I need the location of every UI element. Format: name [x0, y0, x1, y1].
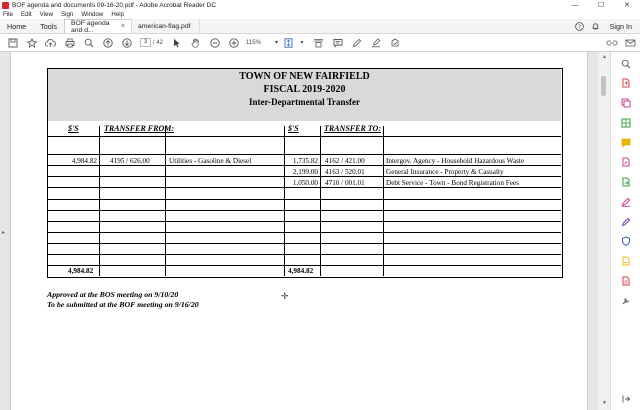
tab-bar	[0, 19, 640, 34]
header-transfer-to: TRANSFER TO:	[324, 124, 381, 133]
scroll-down-icon[interactable]: ▼	[602, 400, 607, 406]
grid-line	[48, 243, 561, 244]
to-description: Debt Service - Town - Bond Registration Fees	[386, 179, 519, 187]
zoom-in-icon[interactable]	[224, 36, 243, 50]
approval-note: Approved at the BOS meeting on 9/10/20	[47, 290, 179, 299]
fill-sign-icon[interactable]	[385, 36, 404, 50]
page-total: / 42	[153, 39, 164, 46]
grid-line	[48, 221, 561, 222]
tab-tools[interactable]: Tools	[40, 21, 57, 31]
scrollbar-thumb[interactable]	[601, 76, 606, 96]
stamp-icon[interactable]	[621, 256, 631, 266]
vertical-scrollbar[interactable]	[598, 52, 610, 410]
form-title-transfer: Inter-Departmental Transfer	[248, 97, 361, 107]
search-icon[interactable]	[79, 36, 98, 50]
tab-home[interactable]: Home	[7, 21, 27, 31]
grid-line	[284, 126, 285, 276]
menu-edit[interactable]: Edit	[20, 11, 32, 18]
total-from: 4,984.82	[68, 267, 94, 275]
grid-line	[48, 176, 561, 177]
header-amount-from: $'S	[68, 124, 79, 133]
protect-shield-icon[interactable]	[621, 236, 631, 246]
document-tab-label: BOF agenda and d...	[70, 19, 110, 34]
zoom-level-select[interactable]	[246, 39, 278, 46]
menu-bar	[0, 10, 640, 19]
to-description: Intergov. Agency - Household Hazardous Waste	[386, 157, 525, 165]
sign-in-link[interactable]: Sign In	[609, 21, 632, 31]
title-bar	[0, 0, 640, 10]
menu-view[interactable]: View	[39, 11, 53, 18]
form-title-fiscal: FISCAL 2019-2020	[263, 84, 346, 95]
scroll-up-icon[interactable]: ▲	[602, 54, 607, 60]
crosshair-cursor-icon: ✛	[281, 291, 289, 301]
header-amount-to: $'S	[288, 124, 299, 133]
grid-line	[48, 136, 561, 137]
document-tab-label: american-flag.pdf	[137, 22, 191, 30]
svg-text:?: ?	[578, 24, 582, 31]
save-icon[interactable]	[3, 36, 22, 50]
current-page-input[interactable]: 3	[140, 38, 151, 47]
hand-icon[interactable]	[186, 36, 205, 50]
to-amount: 1,735.82	[292, 157, 318, 165]
menu-file[interactable]: File	[3, 11, 13, 18]
help-icon[interactable]	[572, 19, 588, 33]
to-amount: 2,199.00	[292, 168, 318, 176]
collapse-panel-icon[interactable]	[621, 394, 631, 404]
comment-icon[interactable]	[328, 36, 347, 50]
minimize-button[interactable]: —	[571, 1, 579, 9]
document-tab-american-flag[interactable]	[132, 19, 200, 33]
star-icon[interactable]	[22, 36, 41, 50]
grid-line	[48, 165, 561, 166]
grid-line	[48, 187, 561, 188]
menu-window[interactable]: Window	[81, 11, 104, 18]
organize-pages-icon[interactable]	[621, 118, 631, 128]
from-account: 4195 / 626.00	[110, 157, 150, 165]
transfer-form-table	[47, 68, 563, 278]
submission-note: To be submitted at the BOF meeting on 9/16/20	[47, 300, 199, 309]
scrolling-mode-icon[interactable]	[309, 36, 328, 50]
edit-pdf-icon[interactable]	[621, 157, 631, 167]
print-icon[interactable]	[60, 36, 79, 50]
export-pdf-icon[interactable]	[621, 177, 631, 187]
maximize-button[interactable]: ☐	[597, 2, 605, 9]
arrow-up-icon[interactable]	[98, 36, 117, 50]
zoom-level-value: 115%	[246, 39, 261, 46]
from-description: Utilities - Gasoline & Diesel	[169, 157, 252, 165]
acrobat-app-icon	[2, 2, 9, 9]
zoom-search-icon[interactable]	[621, 59, 631, 69]
more-tools-icon[interactable]	[621, 296, 631, 306]
grid-line	[48, 199, 561, 200]
prepare-form-icon[interactable]	[621, 276, 631, 286]
send-for-signature-icon[interactable]	[621, 217, 631, 227]
expand-left-panel-icon[interactable]: ▸	[2, 230, 6, 236]
fill-and-sign-icon[interactable]	[621, 197, 631, 207]
grid-line	[165, 126, 166, 276]
window-title: BOF agenda and documents 09-16-20.pdf - Adobe Acrobat Reader DC	[12, 1, 217, 9]
grid-line	[320, 126, 321, 276]
total-to: 4,984.82	[288, 267, 314, 275]
to-amount: 1,050.00	[292, 179, 318, 187]
grid-line	[48, 232, 561, 233]
chevron-down-icon[interactable]: ▾	[300, 40, 304, 46]
grid-line	[48, 154, 561, 155]
menu-help[interactable]: Help	[111, 11, 125, 18]
header-transfer-from: TRANSFER FROM:	[104, 124, 175, 133]
fit-page-icon[interactable]	[281, 36, 295, 50]
document-tab-bof-agenda[interactable]	[64, 19, 132, 33]
grid-line	[99, 126, 100, 276]
comment-tool-icon[interactable]	[621, 138, 631, 148]
grid-line	[48, 265, 561, 266]
highlight-icon[interactable]	[366, 36, 385, 50]
form-title-town: TOWN OF NEW FAIRFIELD	[239, 71, 370, 82]
close-tab-icon[interactable]: ×	[120, 23, 125, 30]
chevron-down-icon: ▾	[275, 40, 279, 46]
combine-files-icon[interactable]	[621, 98, 631, 108]
pen-icon[interactable]	[347, 36, 366, 50]
grid-line	[48, 254, 561, 255]
notifications-bell-icon[interactable]	[588, 19, 604, 33]
close-window-button[interactable]: ✕	[624, 2, 630, 9]
to-account: 4163 / 520.01	[325, 168, 365, 176]
arrow-down-icon[interactable]	[117, 36, 136, 50]
tools-sidebar	[610, 52, 640, 410]
menu-sign[interactable]: Sign	[60, 11, 74, 18]
cursor-arrow-icon[interactable]	[167, 36, 186, 50]
create-pdf-icon[interactable]	[621, 78, 631, 88]
to-account: 4710 / 001.01	[325, 179, 365, 187]
to-description: General Insurance - Property & Casualty	[386, 168, 504, 176]
cloud-upload-icon[interactable]	[41, 36, 60, 50]
email-icon[interactable]	[621, 36, 640, 50]
share-link-icon[interactable]	[602, 36, 621, 50]
zoom-out-icon[interactable]	[205, 36, 224, 50]
from-amount: 4,984.82	[71, 157, 97, 165]
page-navigator	[140, 38, 163, 47]
to-account: 4162 / 421.00	[325, 157, 365, 165]
grid-line	[48, 210, 561, 211]
grid-line	[383, 126, 384, 276]
main-toolbar	[0, 34, 640, 52]
